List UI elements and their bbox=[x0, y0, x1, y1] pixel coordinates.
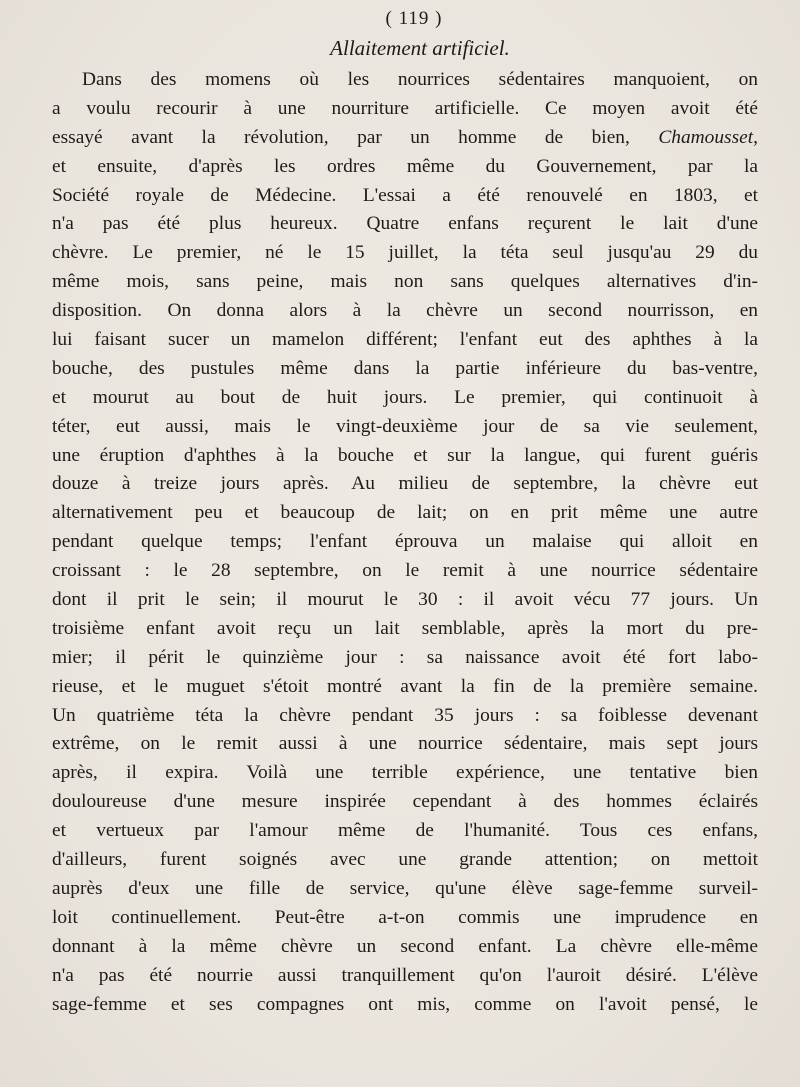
body-paragraph bbox=[52, 66, 758, 1019]
text-line: alternativement peu et beaucoup de lait; on en prit même une autre bbox=[52, 502, 758, 524]
text-line: lui faisant sucer un mamelon différent; l'enfant eut des aphthes à la bbox=[52, 329, 758, 351]
text-line: croissant : le 28 septembre, on le remit à une nourrice sédentaire bbox=[52, 560, 758, 582]
page-number: ( 119 ) bbox=[385, 8, 443, 29]
text-line: une éruption d'aphthes à la bouche et sur la langue, qui furent guéris bbox=[52, 444, 758, 466]
text-line: rieuse, et le muguet s'étoit montré avant la fin de la première semaine. bbox=[52, 675, 758, 697]
text-line: et ensuite, d'après les ordres même du Gouvernement, par la bbox=[52, 155, 758, 177]
text-line: dont il prit le sein; il mourut le 30 : il avoit vécu 77 jours. Un bbox=[52, 589, 758, 611]
running-title: Allaitement artificiel. bbox=[330, 36, 510, 60]
text-line: et vertueux par l'amour même de l'humanité. Tous ces enfans, bbox=[52, 820, 758, 842]
text-line: d'ailleurs, furent soignés avec une grande attention; on mettoit bbox=[52, 849, 758, 871]
text-line: bouche, des pustules même dans la partie inférieure du bas-ventre, bbox=[52, 357, 758, 379]
text-line: pendant quelque temps; l'enfant éprouva un malaise qui alloit en bbox=[52, 531, 758, 553]
text-line: chèvre. Le premier, né le 15 juillet, la téta seul jusqu'au 29 du bbox=[52, 242, 758, 264]
text-line: après, il expira. Voilà une terrible expérience, une tentative bien bbox=[52, 762, 758, 784]
text-line: n'a pas été nourrie aussi tranquillement qu'on l'auroit désiré. L'élève bbox=[52, 964, 758, 986]
text-line: troisième enfant avoit reçu un lait semblable, après la mort du pre- bbox=[52, 617, 758, 639]
text-line: téter, eut aussi, mais le vingt-deuxième jour de sa vie seulement, bbox=[52, 415, 758, 437]
text-line: même mois, sans peine, mais non sans quelques alternatives d'in- bbox=[52, 271, 758, 293]
text-line: essayé avant la révolution, par un homme de bien, Chamousset, bbox=[52, 126, 758, 148]
text-line: auprès d'eux une fille de service, qu'une élève sage-femme surveil- bbox=[52, 877, 758, 899]
text-line: donnant à la même chèvre un second enfant. La chèvre elle-même bbox=[52, 935, 758, 957]
text-line: disposition. On donna alors à la chèvre un second nourrisson, en bbox=[52, 300, 758, 322]
text-line: douloureuse d'une mesure inspirée cependant à des hommes éclairés bbox=[52, 791, 758, 813]
text-line: Société royale de Médecine. L'essai a été renouvelé en 1803, et bbox=[52, 184, 758, 206]
text-line: loit continuellement. Peut-être a-t-on commis une imprudence en bbox=[52, 906, 758, 928]
text-line: et mourut au bout de huit jours. Le premier, qui continuoit à bbox=[52, 386, 758, 408]
text-line: douze à treize jours après. Au milieu de septembre, la chèvre eut bbox=[52, 473, 758, 495]
text-line: a voulu recourir à une nourriture artificielle. Ce moyen avoit été bbox=[52, 97, 758, 119]
italic-name: Chamousset bbox=[658, 126, 754, 148]
text-line: mier; il périt le quinzième jour : sa naissance avoit été fort labo- bbox=[52, 646, 758, 668]
text-line: extrême, on le remit aussi à une nourrice sédentaire, mais sept jours bbox=[52, 733, 758, 755]
text-line: Un quatrième téta la chèvre pendant 35 jours : sa foiblesse devenant bbox=[52, 704, 758, 726]
text-line: n'a pas été plus heureux. Quatre enfans reçurent le lait d'une bbox=[52, 213, 758, 235]
text-line: sage-femme et ses compagnes ont mis, comme on l'avoit pensé, le bbox=[52, 993, 758, 1015]
text-line: Dans des momens où les nourrices sédentaires manquoient, on bbox=[82, 69, 758, 90]
